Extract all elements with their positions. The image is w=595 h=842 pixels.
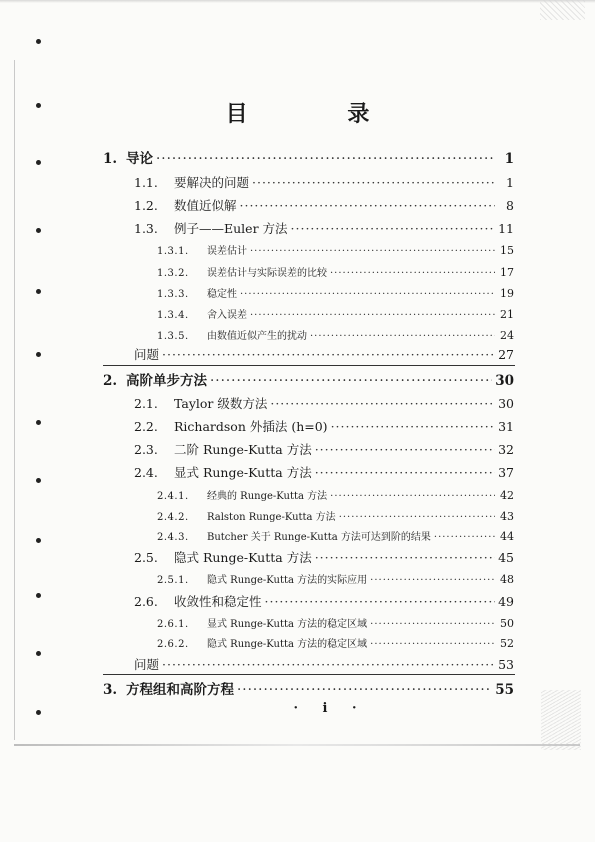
binding-hole-icon [36, 289, 41, 294]
toc-entry-number: 2.5. [134, 550, 158, 565]
dot-leader [210, 371, 492, 391]
toc-entry-page: 1 [504, 151, 514, 167]
dot-leader [240, 196, 495, 216]
toc-entry[interactable] [103, 371, 514, 391]
toc-entry[interactable] [157, 486, 514, 506]
toc-entry-title: 导论 [126, 151, 153, 167]
toc-entry[interactable] [157, 326, 514, 346]
toc-entry-title: 数值近似解 [174, 198, 237, 213]
toc-entry-title: 二阶 Runge-Kutta 方法 [174, 442, 312, 457]
toc-entry[interactable] [134, 592, 514, 612]
toc-entry-title: 问题 [134, 347, 160, 362]
toc-entry-page: 30 [498, 396, 514, 411]
toc-entry-title: 显式 Runge-Kutta 方法 [174, 465, 312, 480]
toc-entry-page: 32 [498, 442, 514, 457]
toc-entry-page: 44 [500, 530, 514, 543]
page-title: 目 录 [225, 101, 416, 127]
toc-entry-number: 2.4.1. [157, 491, 189, 502]
dot-leader [370, 635, 495, 655]
dot-leader [240, 285, 495, 305]
binding-hole-icon [36, 352, 41, 357]
toc-entry-title: 由数值近似产生的扰动 [207, 331, 307, 342]
toc-entry-title: Richardson 外插法 (h=0) [174, 419, 328, 434]
scan-edge [14, 60, 15, 740]
toc-entry-number: 2.5.1. [157, 575, 189, 586]
toc-entry-number: 2. [103, 373, 118, 389]
toc-entry-number: 1.2. [134, 198, 158, 213]
binding-hole-icon [36, 228, 41, 233]
toc-entry-number: 2.6.1. [157, 619, 189, 630]
toc-entry-title: Ralston Runge-Kutta 方法 [207, 512, 336, 523]
toc-entry-page: 52 [500, 637, 514, 650]
toc-entry-title: 隐式 Runge-Kutta 方法 [174, 550, 312, 565]
binding-hole-icon [36, 420, 41, 425]
toc-entry-title: Taylor 级数方法 [174, 396, 268, 411]
dot-leader [252, 173, 495, 193]
toc-entry[interactable] [157, 284, 514, 304]
dot-leader [265, 592, 495, 612]
dot-leader [310, 327, 495, 347]
toc-entry-title: Butcher 关于 Runge-Kutta 方法可达到阶的结果 [207, 532, 431, 543]
page-number: · i · [293, 701, 367, 716]
toc-entry-title: 隐式 Runge-Kutta 方法的实际应用 [207, 575, 368, 586]
toc-entry-number: 1.3.3. [157, 289, 189, 300]
toc-entry[interactable] [134, 173, 514, 193]
toc-entry-page: 43 [500, 510, 514, 523]
dot-leader [339, 508, 495, 528]
section-divider [103, 674, 515, 675]
toc-entry[interactable] [134, 417, 514, 437]
toc-entry-page: 31 [498, 419, 514, 434]
dot-leader [330, 264, 495, 284]
toc-entry-page: 19 [500, 287, 514, 300]
toc-entry-title: 方程组和高阶方程 [126, 682, 234, 698]
toc-entry[interactable] [157, 614, 514, 634]
toc-entry[interactable] [134, 219, 514, 239]
toc-entry-title: 误差估计 [207, 246, 247, 257]
dot-leader [291, 219, 495, 239]
toc-entry-number: 2.2. [134, 419, 158, 434]
toc-entry-page: 45 [498, 550, 514, 565]
toc-entry-number: 1.3.1. [157, 246, 189, 257]
toc-entry-number: 3. [103, 682, 118, 698]
toc-entry-title: 问题 [134, 657, 160, 672]
toc-entry[interactable] [134, 196, 514, 216]
dot-leader [434, 528, 495, 548]
dot-leader [237, 680, 492, 700]
toc-entry-page: 11 [498, 221, 514, 236]
dot-leader [270, 394, 495, 414]
toc-entry-number: 2.1. [134, 396, 158, 411]
toc-entry-title: 显式 Runge-Kutta 方法的稳定区域 [207, 619, 368, 630]
toc-entry-page: 49 [498, 594, 514, 609]
toc-entry-title: 经典的 Runge-Kutta 方法 [207, 491, 328, 502]
binding-hole-icon [36, 593, 41, 598]
toc-entry[interactable] [134, 548, 514, 568]
toc-entry-page: 24 [500, 329, 514, 342]
dot-leader [370, 615, 495, 635]
toc-entry[interactable] [157, 263, 514, 283]
toc-entry-title: 隐式 Runge-Kutta 方法的稳定区域 [207, 639, 368, 650]
toc-entry-number: 1.3. [134, 221, 158, 236]
toc-entry-number: 2.3. [134, 442, 158, 457]
section-divider [103, 365, 515, 366]
toc-entry[interactable] [134, 463, 514, 483]
dot-leader [156, 149, 495, 169]
dot-leader [250, 242, 495, 262]
toc-entry-page: 37 [498, 465, 514, 480]
binding-hole-icon [36, 160, 41, 165]
toc-entry-page: 21 [500, 308, 514, 321]
dot-leader [315, 440, 495, 460]
toc-entry-title: 误差估计与实际误差的比较 [207, 268, 327, 279]
toc-entry-page: 15 [500, 244, 514, 257]
toc-entry-page: 48 [500, 573, 514, 586]
dot-leader [315, 463, 495, 483]
toc-entry-page: 8 [506, 198, 514, 213]
scan-edge [14, 744, 580, 746]
toc-entry-page: 42 [500, 489, 514, 502]
toc-entry-number: 2.4. [134, 465, 158, 480]
dot-leader [315, 548, 495, 568]
toc-entry-page: 27 [498, 347, 514, 362]
toc-entry-page: 53 [498, 657, 514, 672]
scan-edge [0, 0, 595, 3]
toc-entry-number: 1.3.2. [157, 268, 189, 279]
toc-entry-title: 高阶单步方法 [126, 373, 207, 389]
toc-entry[interactable] [157, 634, 514, 654]
dot-leader [331, 417, 495, 437]
toc-entry-number: 1.3.4. [157, 310, 189, 321]
scan-noise [541, 690, 581, 750]
toc-entry-title: 要解决的问题 [174, 175, 250, 190]
toc-entry-page: 1 [506, 175, 514, 190]
toc-entry-number: 2.6.2. [157, 639, 189, 650]
toc-entry-page: 50 [500, 617, 514, 630]
toc-entry[interactable] [134, 345, 514, 365]
dot-leader [162, 655, 495, 675]
toc-entry[interactable] [157, 527, 514, 547]
toc-entry-number: 2.4.2. [157, 512, 189, 523]
dot-leader [370, 571, 495, 591]
dot-leader [162, 345, 495, 365]
toc-entry-number: 2.4.3. [157, 532, 189, 543]
toc-entry[interactable] [134, 394, 514, 414]
toc-entry[interactable] [103, 680, 514, 700]
toc-entry-title: 稳定性 [207, 289, 237, 300]
dot-leader [330, 487, 495, 507]
binding-hole-icon [36, 39, 41, 44]
toc-entry[interactable] [103, 149, 514, 169]
toc-entry[interactable] [134, 655, 514, 675]
scan-noise [540, 0, 585, 20]
toc-entry-number: 1.3.5. [157, 331, 189, 342]
toc-entry-page: 55 [495, 682, 514, 698]
toc-entry-number: 2.6. [134, 594, 158, 609]
binding-hole-icon [36, 478, 41, 483]
toc-entry-number: 1. [103, 151, 118, 167]
toc-entry-page: 17 [500, 266, 514, 279]
toc-entry[interactable] [157, 305, 514, 325]
dot-leader [250, 306, 495, 326]
toc-entry-title: 收敛性和稳定性 [174, 594, 262, 609]
toc-entry-title: 例子——Euler 方法 [174, 221, 288, 236]
toc-entry[interactable] [157, 507, 514, 527]
toc-entry-page: 30 [495, 373, 514, 389]
toc-entry[interactable] [134, 440, 514, 460]
toc-entry-title: 舍入误差 [207, 310, 247, 321]
binding-hole-icon [36, 538, 41, 543]
toc-entry[interactable] [157, 241, 514, 261]
toc-entry-number: 1.1. [134, 175, 158, 190]
binding-hole-icon [36, 651, 41, 656]
toc-entry[interactable] [157, 570, 514, 590]
